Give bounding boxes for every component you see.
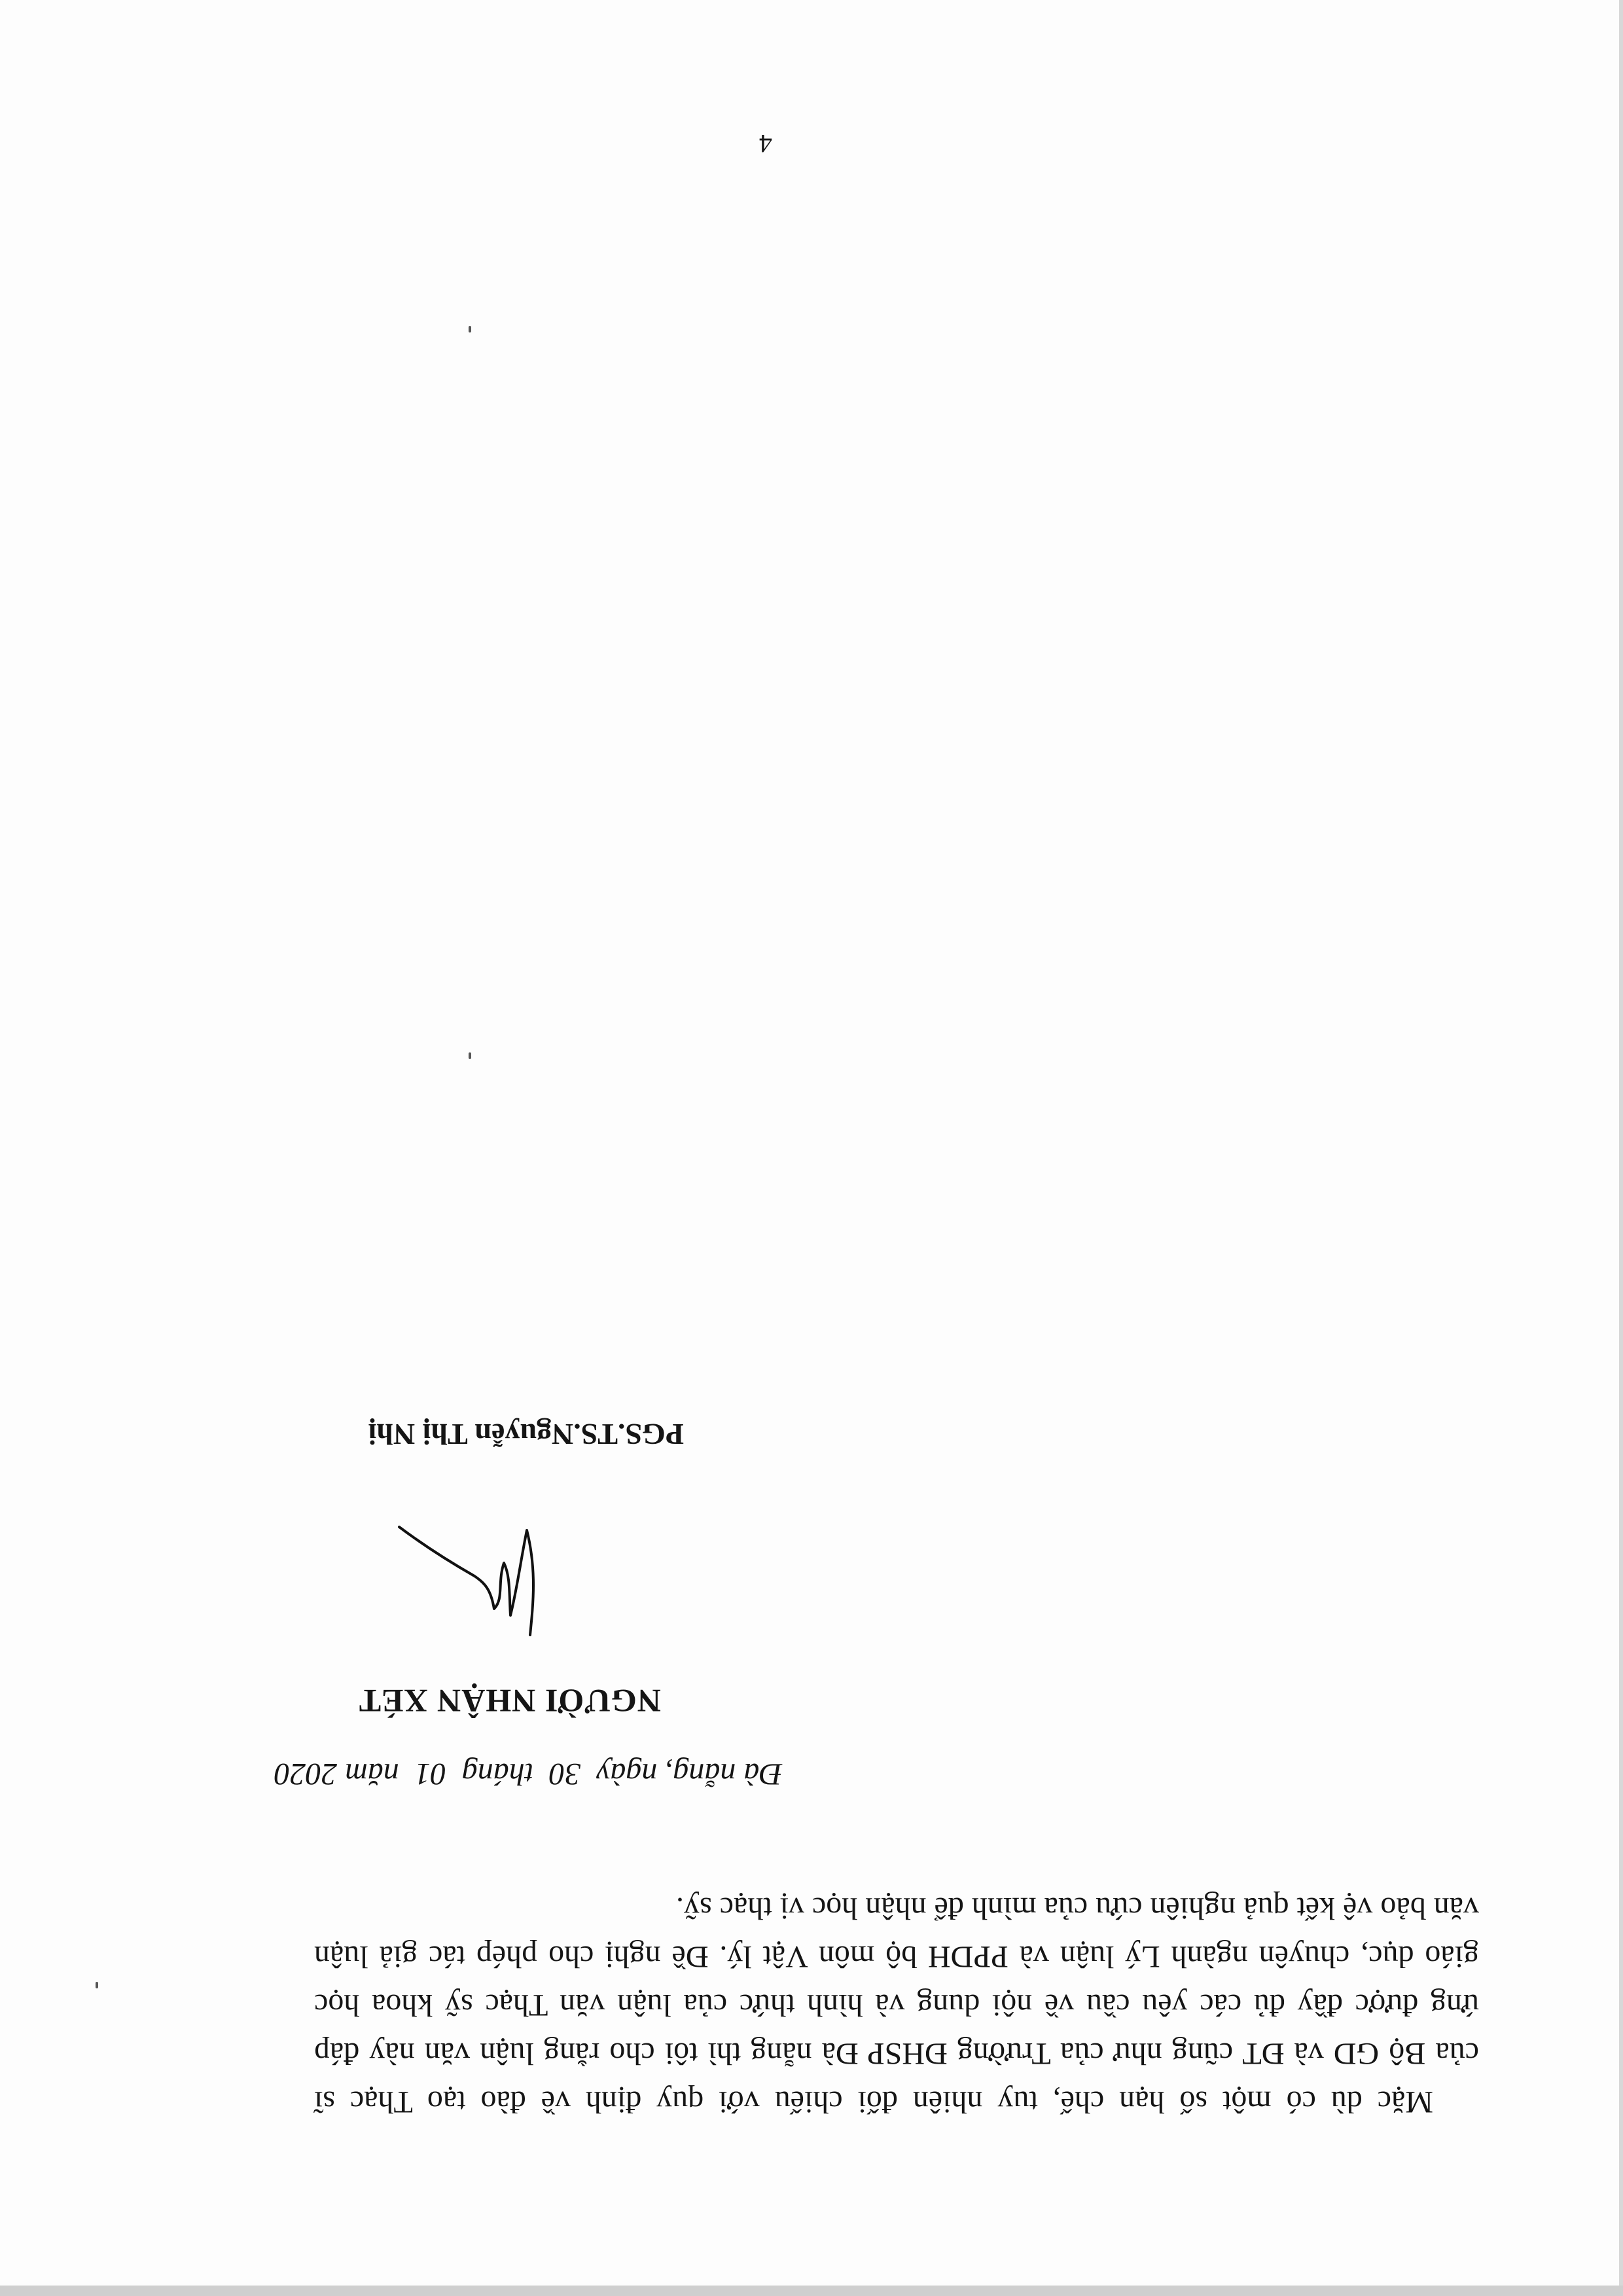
paragraph-line: của Bộ GD và ĐT cũng như của Trường ĐHSP Đà nẵng thì tôi cho rằng luận văn này đáp [314, 2036, 1479, 2071]
scan-speck [469, 326, 471, 332]
scan-edge [1619, 0, 1623, 2296]
paragraph-line: ứng được đầy đủ các yêu cầu về nội dung và hình thức của luận văn Thạc sỹ khoa học [314, 1988, 1479, 2022]
paragraph-line: giáo dục, chuyên ngành Lý luận và PPDH bộ môn Vật lý. Đề nghị cho phép tác giả luận [314, 1939, 1479, 1974]
paragraph-line: văn bảo vệ kết quả nghiên cứu của mình để nhận học vị thạc sỹ. [676, 1891, 1479, 1926]
page-number: 4 [759, 129, 772, 158]
reviewer-name: PGS.TS.Nguyễn Thị Nhị [368, 1418, 684, 1451]
reviewer-title: NGƯỜI NHẬN XÉT [358, 1683, 661, 1719]
conclusion-paragraph [314, 1884, 1479, 2126]
scan-speck [96, 1982, 98, 1988]
scan-speck [469, 1052, 471, 1059]
scan-edge [0, 2286, 1623, 2296]
date-line: Đà nẵng, ngày 30 tháng 01 năm 2020 [274, 1757, 782, 1791]
signature-image [393, 1504, 550, 1661]
paragraph-line: Mặc dù có một số hạn chế, tuy nhiên đối chiếu với quy định về đào tạo Thạc sĩ [314, 2085, 1433, 2119]
